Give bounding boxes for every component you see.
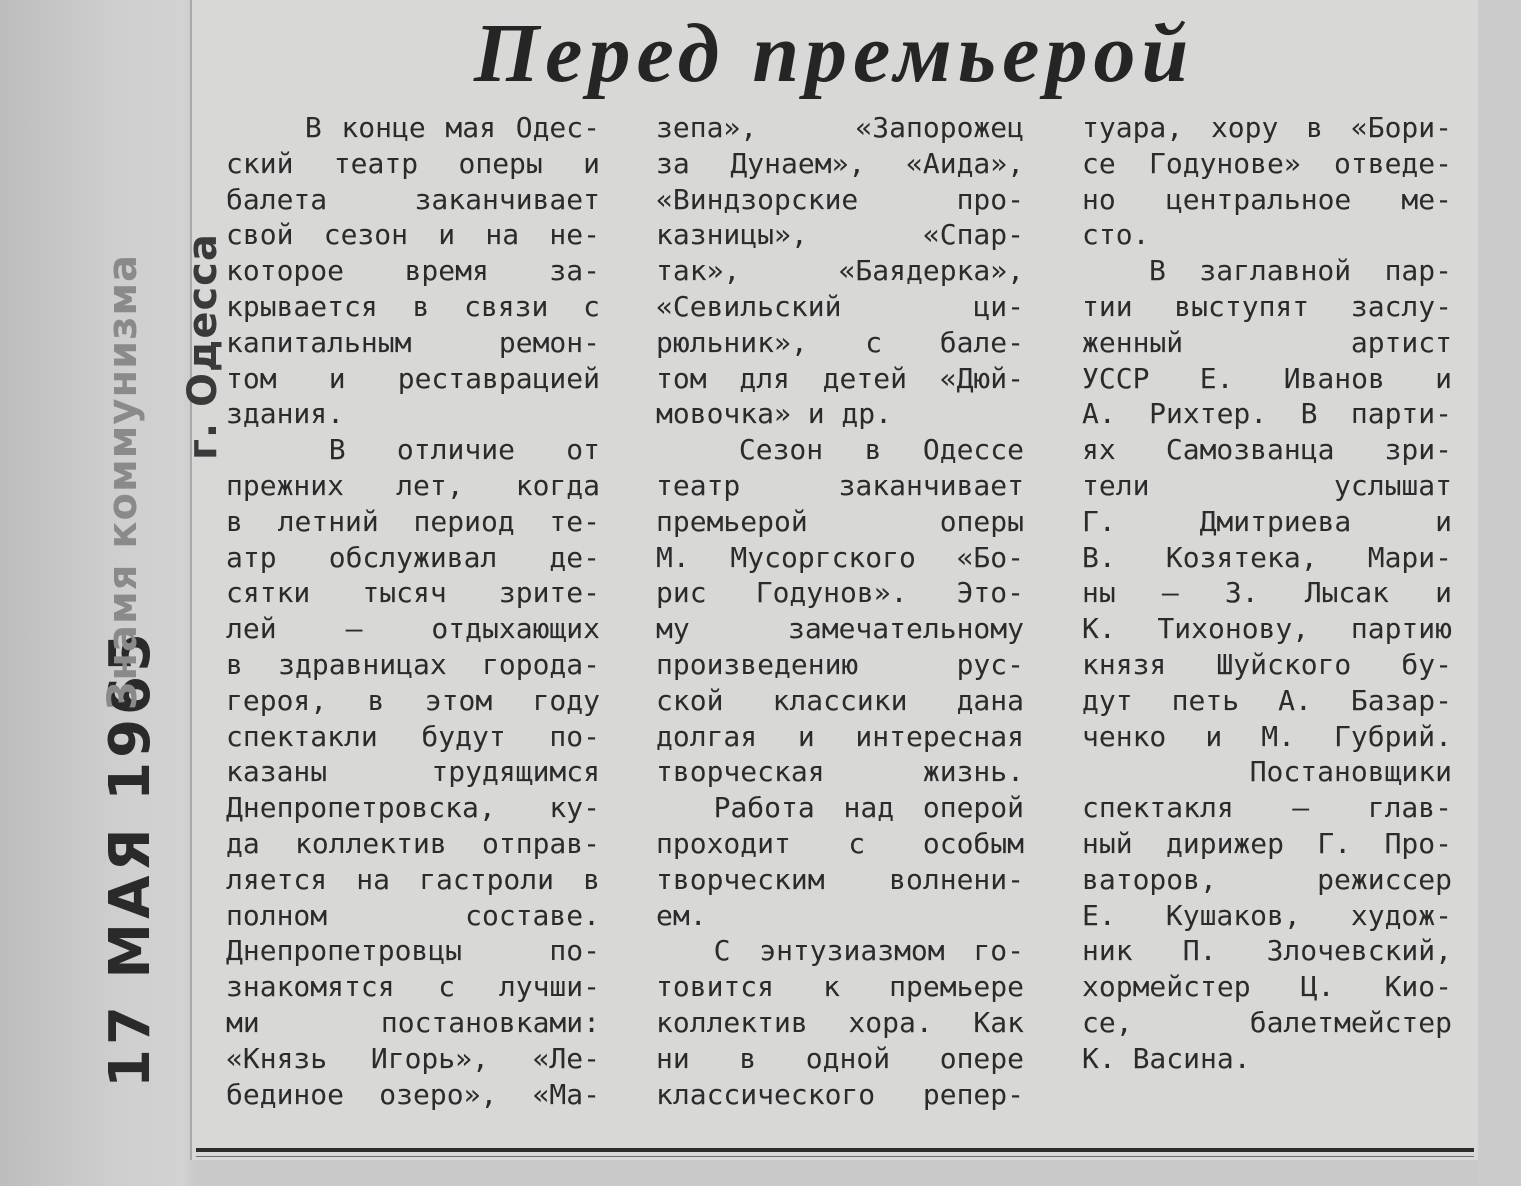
article-line: «Виндзорские про- xyxy=(656,182,1024,216)
article-line: атр обслуживал де- xyxy=(226,540,600,574)
article-line: дут петь А. Базар- xyxy=(1082,683,1452,717)
article-line: УССР Е. Иванов и xyxy=(1082,361,1452,395)
article-line: ченко и М. Губрий. xyxy=(1082,719,1452,753)
article-line: Сезон в Одессе xyxy=(656,433,1024,467)
article-line: С энтузиазмом го- xyxy=(656,934,1025,968)
article-line: Работа над оперой xyxy=(656,791,1025,825)
article-line: князя Шуйского бу- xyxy=(1082,647,1452,681)
article-line: В отличие от xyxy=(226,433,600,467)
article-line: тели услышат xyxy=(1082,468,1452,502)
article-line: ской классики дана xyxy=(656,683,1024,717)
article-line: ляется на гастроли в xyxy=(226,862,600,896)
article-line: спектакля — глав- xyxy=(1082,791,1452,825)
article-line: театр заканчивает xyxy=(656,468,1024,502)
article-line: Е. Кушаков, худож- xyxy=(1082,898,1452,932)
article-line: за Дунаем», «Аида», xyxy=(656,146,1024,180)
article-line: которое время за- xyxy=(226,254,600,288)
article-line: балета заканчивает xyxy=(226,182,600,216)
article-line: А. Рихтер. В парти- xyxy=(1082,397,1452,431)
article-line: В. Козятека, Мари- xyxy=(1082,540,1452,574)
stamp-newspaper: Знамя коммунизма xyxy=(100,253,146,710)
article-line: ми постановками: xyxy=(226,1005,600,1039)
article-line: К. Васина. xyxy=(1082,1041,1251,1075)
article-line: туара, хору в «Бори- xyxy=(1082,111,1452,144)
article-line: свой сезон и на не- xyxy=(226,218,600,252)
article-line: спектакли будут по- xyxy=(226,719,600,753)
article-line: творческим волнени- xyxy=(656,862,1024,896)
article-line: В конце мая Одес- xyxy=(226,111,601,144)
article-line: товится к премьере xyxy=(656,970,1024,1004)
article-line: сто. xyxy=(1082,218,1150,252)
article-line: бединое озеро», «Ма- xyxy=(226,1077,600,1111)
article-line: се Годунове» отведе- xyxy=(1082,146,1452,180)
article-line: Днепропетровцы по- xyxy=(226,934,600,968)
article-line: ный дирижер Г. Про- xyxy=(1082,826,1452,860)
article-line: классического репер- xyxy=(656,1077,1024,1111)
article-line: долгая и интересная xyxy=(656,719,1024,753)
article-line: том для детей «Дюй- xyxy=(656,361,1024,395)
article-line: «Севильский ци- xyxy=(656,289,1024,323)
article-line: ны — З. Лысак и xyxy=(1082,576,1452,610)
article-line: героя, в этом году xyxy=(226,683,600,717)
article-line: му замечательному xyxy=(656,612,1024,646)
article-line: прежних лет, когда xyxy=(226,468,600,502)
article-line: сятки тысяч зрите- xyxy=(226,576,600,610)
article-column-1 xyxy=(226,110,600,1112)
bottom-rule-thin xyxy=(196,1156,1474,1157)
article-line: в здравницах города- xyxy=(226,647,600,681)
article-headline: Перед премьерой xyxy=(473,7,1195,100)
article-line: К. Тихонову, партию xyxy=(1082,612,1452,646)
article-line: творческая жизнь. xyxy=(656,755,1024,789)
article-line: лей — отдыхающих xyxy=(226,612,600,646)
article-line: ях Самозванца зри- xyxy=(1082,433,1452,467)
article-line: рис Годунов». Это- xyxy=(656,576,1024,610)
article-line: се, балетмейстер xyxy=(1082,1005,1452,1039)
bottom-rule xyxy=(196,1148,1474,1152)
article-line: крывается в связи с xyxy=(226,289,600,323)
scan-margin-right xyxy=(1478,0,1521,1186)
stamp-city: г. Одесса xyxy=(180,233,226,460)
article-line: знакомятся с лучши- xyxy=(226,970,600,1004)
article-line: ни в одной опере xyxy=(656,1041,1024,1075)
stamp-date: 17 МАЯ 1965 xyxy=(98,629,163,1088)
article-line: проходит с особым xyxy=(656,826,1024,860)
article-line: но центральное ме- xyxy=(1082,182,1452,216)
article-line: рюльник», с бале- xyxy=(656,325,1024,359)
article-line: премьерой оперы xyxy=(656,504,1024,538)
article-line: тии выступят заслу- xyxy=(1082,289,1452,323)
article-line: Постановщики xyxy=(1082,755,1452,789)
article-line: произведению рус- xyxy=(656,647,1024,681)
article-line: В заглавной пар- xyxy=(1082,254,1452,288)
article-line: ем. xyxy=(656,898,707,932)
article-line: в летний период те- xyxy=(226,504,600,538)
article-line: капитальным ремон- xyxy=(226,325,600,359)
article-line: М. Мусоргского «Бо- xyxy=(656,540,1024,574)
article-column-3 xyxy=(1082,110,1452,1077)
article-line: ский театр оперы и xyxy=(226,146,600,180)
article-line: здания. xyxy=(226,397,345,431)
article-line: полном составе. xyxy=(226,898,600,932)
article-line: ник П. Злочевский, xyxy=(1082,934,1452,968)
article-line: так», «Баядерка», xyxy=(656,254,1024,288)
article-line: казницы», «Спар- xyxy=(656,218,1024,252)
article-column-2 xyxy=(656,110,1024,1112)
article-line: зепа», «Запорожец xyxy=(656,111,1024,144)
article-line: мовочка» и др. xyxy=(656,397,893,431)
article-line: Днепропетровска, ку- xyxy=(226,791,600,825)
article-line: хормейстер Ц. Кио- xyxy=(1082,970,1452,1004)
article-line: женный артист xyxy=(1082,325,1452,359)
article-line: том и реставрацией xyxy=(226,361,600,395)
article-line: казаны трудящимся xyxy=(226,755,600,789)
article-line: коллектив хора. Как xyxy=(656,1005,1024,1039)
article-line: Г. Дмитриева и xyxy=(1082,504,1452,538)
article-line: ваторов, режиссер xyxy=(1082,862,1452,896)
article-line: «Князь Игорь», «Ле- xyxy=(226,1041,600,1075)
article-line: да коллектив отправ- xyxy=(226,826,600,860)
